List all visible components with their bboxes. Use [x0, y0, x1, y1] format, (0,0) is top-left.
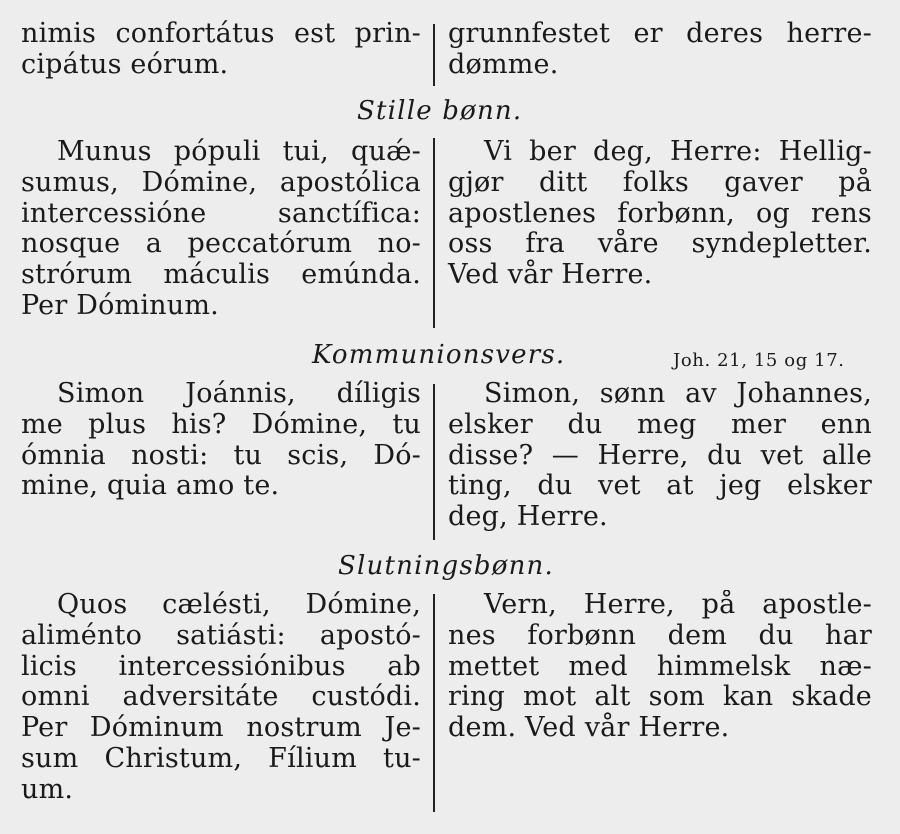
text-line: ómnia nosti: tu scis, Dó- [21, 440, 421, 471]
text-line: Quos cælésti, Dómine, [57, 590, 421, 620]
column-divider [433, 138, 435, 328]
text-line: dømme. [448, 48, 559, 80]
text-line: Per Dóminum. [21, 289, 219, 321]
kommunion-latin-text [21, 379, 421, 502]
column-divider [433, 594, 435, 812]
text-line: dem. Ved vår Herre. [448, 712, 730, 744]
block1-norwegian-text [448, 19, 872, 81]
text-line: Simon Joánnis, díligis [57, 379, 421, 409]
text-line: aliménto satiásti: apostó- [21, 620, 421, 651]
text-line: ring mot alt som kan skade [448, 682, 872, 713]
text-line: licis intercessiónibus ab [21, 651, 421, 682]
text-line: oss fra våre syndepletter. [448, 229, 872, 260]
text-line: cipátus eórum. [21, 48, 229, 80]
text-line: Ved vår Herre. [448, 259, 653, 291]
slutning-latin-text [21, 590, 421, 806]
text-line: elsker du meg mer enn [448, 409, 872, 440]
text-line: Vi ber deg, Herre: Hellig- [484, 137, 872, 167]
text-line: mettet med himmelsk næ- [448, 651, 872, 682]
text-line: nes forbønn dem du har [448, 620, 872, 651]
kommunion-norwegian-text [448, 379, 872, 533]
slutning-norwegian-text [448, 590, 872, 744]
text-line: sumus, Dómine, apostólica [21, 167, 421, 198]
text-line: mine, quia amo te. [21, 470, 280, 502]
text-line: nosque a peccatórum no- [21, 229, 421, 260]
text-line: me plus his? Dómine, tu [21, 409, 421, 440]
text-line: grunnfestet er deres herre- [448, 19, 872, 49]
text-line: Vern, Herre, på apostle- [484, 590, 872, 620]
stille-latin-text [21, 137, 421, 322]
stille-norwegian-text [448, 137, 872, 291]
text-line: Munus pópuli tui, quǽ- [57, 137, 421, 167]
text-line: deg, Herre. [448, 501, 608, 533]
text-line: intercessióne sanctífica: [21, 198, 421, 229]
text-line: apostlenes forbønn, og rens [448, 198, 872, 229]
text-line: strórum máculis emúnda. [21, 260, 421, 291]
scripture-reference: Joh. 21, 15 og 17. [673, 350, 845, 371]
text-line: sum Christum, Fílium tu- [21, 743, 421, 774]
column-divider [433, 384, 435, 540]
slutning-heading: Slutningsbønn. [338, 551, 554, 581]
text-line: omni adversitáte custódi. [21, 682, 421, 713]
block1-latin-text [21, 19, 421, 81]
kommunion-heading: Kommunionsvers. [312, 340, 566, 370]
column-divider [433, 24, 435, 86]
text-line: ting, du vet at jeg elsker [448, 471, 872, 502]
text-line: Simon, sønn av Johannes, [484, 379, 872, 409]
text-line: nimis confortátus est prin- [21, 19, 421, 49]
stille-heading: Stille bønn. [357, 96, 523, 126]
text-line: gjør ditt folks gaver på [448, 167, 872, 198]
text-line: Per Dóminum nostrum Je- [21, 713, 421, 744]
text-line: disse? — Herre, du vet alle [448, 440, 872, 471]
text-line: um. [21, 773, 74, 805]
